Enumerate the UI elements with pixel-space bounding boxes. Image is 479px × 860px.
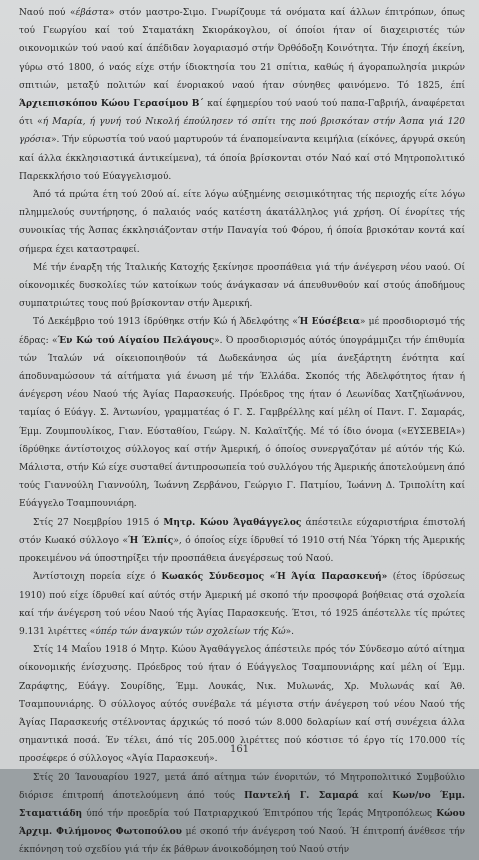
paragraph: [19, 4, 465, 186]
text-run: Άντίστοιχη πορεία είχε ό: [33, 572, 162, 583]
paragraph: [19, 313, 465, 513]
text-run: ».: [285, 626, 294, 637]
text-run: Στίς 14 Μαΐου 1918 ό Μητρ. Κώου Άγαθάγγελος άπέστειλε πρός τόν Σύνδεσμο αύτό αίτημα οίκονομικής ένίσχυσης. Πρόεδρος τού ήταν ό Εύάγγελος Τσαμπουνιάρης καί μέλη οί Έμμ. Ζαράφτης, Εύάγγ. Σουρίδης, Έμμ. Λουκάς, Νικ. Μυλωνάς, Χρ. Μυλωνάς καί Άθ. Τσαμπουνιάρης. Ό σύλλογος αύτός συνέβαλε τά μέγιστα στήν άνέγερση τού νέου Ναού τής Άγίας Παρασκευής στέλνοντας άρχικώς τό ποσό τών 8.000 δολαρίων καί στή συνέχεια άλλα σημαντικά ποσά. Έν τέλει, άπό τίς 205.000 λιρέττες πού κόστισε τό έργο τίς 170.000 τίς προσέφερε ό σύλλογος «Άγία Παρασκευή».: [19, 645, 465, 765]
text-run: Μέ τήν έναρξη τής Ίταλικής Κατοχής ξεκίνησε προσπάθεια γιά τήν άνέγερση νέου ναού. Οί οίκονομικές δυσκολίες τών κατοίκων τούς άνάγκασαν νά άπευθυνθούν καί στούς άποδήμους συμπατριώτες τους πού βρίσκονταν στήν Άμερική.: [19, 262, 465, 310]
bold-text: Μητρ. Κώου Άγαθάγγελος: [163, 517, 302, 528]
paragraph: [19, 514, 465, 569]
text-run: Άπό τά πρώτα έτη τού 20ού αί. είτε λόγω αύξημένης σεισμικότητας τής περιοχής είτε λόγω πλημμελούς συντήρησης, ό παλαιός ναός κατέστη άκατάλληλος γιά χρήση. Οί ένορίτες τής συνοικίας τής Άσπας έκκλησιάζονταν στήν Παναγία τού Φόρου, ή όποία βρισκόταν κοντά καί σήμερα έχει καταστραφεί.: [19, 190, 465, 255]
text-run: ». Ό προσδιορισμός αύτός ύπογράμμιζει τήν έπιθυμία τών Ίταλών νά οίκειοποιηθούν τά Δωδεκάνησα ώς μία άνεξάρτητη ένότητα καί άποδυναμώσουν τά αίτήματα γιά ένωση μέ τήν Έλλάδα. Σκοπός τής Άδελφότητος ήταν ή άνέγερση νέου Ναού τής Άγίας Παρασκευής. Πρόεδρος της ήταν ό Λεωνίδας Χατζηϊωάννου, ταμίας ό Εύάγγ. Σ. Άντωνίου, γραμματέας ό Γ. Σ. Γαμβρέλλης καί μέλη οί Παντ. Γ. Σαμαράς, Έμμ. Ζουμπουλίκος, Γιαν. Εύσταθίου, Γεώργ. Ν. Καλαϊτζής. Μέ τό ίδιο όνομα («ΕΥΣΕΒΕΙΑ») ίδρύθηκε άντίστοιχος σύλλογος καί στήν Άμερική, ό όποίος συνεργαζόταν μέ αύτόν τής Κώ. Μάλιστα, στήν Κώ είχε συσταθεί άντιπροσωπεία τού συλλόγου τής Άμερικής άποτελούμενη άπό τούς Γιαννούλη Γιαννούλη, Ίωάννη Ζερβάνου, Γεώργιο Γ. Πατμίου, Ίωάννη Δ. Τριπολίτη καί Εύάγγελο Τσαμπουνιάρη.: [19, 335, 465, 510]
italic-text: έβάστα: [75, 8, 109, 18]
text-run: άπέστειλε εύχαριστήρια έπιστολή στόν Κωακό σύλλογο «: [19, 517, 466, 546]
text-run: Στίς 27 Νοεμβρίου 1915 ό: [33, 517, 164, 528]
text-run: » μέ προσδιορισμό τής έδρας: «: [19, 317, 465, 346]
text-run: μέ σκοπό τήν άνέγερση τού Ναού. Ή έπιτροπή άνέθεσε τήν έκπόνηση τού σχεδίου γιά τήν έκ βάθρων άνοικοδόμηση τού Ναού στήν: [19, 827, 465, 856]
bold-text: Κωακός Σύνδεσμος «Ή Άγία Παρασκευή»: [161, 572, 388, 583]
italic-text: ύπέρ τών άναγκών τών σχολείων τής Κώ: [95, 626, 286, 637]
paragraph: [19, 568, 465, 641]
paragraph: [19, 769, 465, 860]
text-run: ύπό τήν προεδρία τού Πατριαρχικού Έπιτρόπου τής Ίεράς Μητροπόλεως: [82, 808, 437, 819]
text-run: » στόν μαστρο-Σιμο. Γνωρίζουμε τά ονόματα καί άλλων έπιτρόπων, όπως τού Γεωργίου καί τού Σταματάκη Σκιοράκογλου, οί όποίοι ήταν οί διαχειριστές τών οικονομικών τού ναού καί άπέδιδαν λογαριασμό στήν Όρθόδοξη Κοινότητα. Τήν έποχή έκείνη, γύρω στό 1800, ό ναός είχε στήν ίδιοκτησία του 21 σπίτια, καθώς ή άγοραπωλησία μικρών σπιτιών, μεταξύ πολιτών καί ένοριακού ναού ήταν σύνηθες φαινόμενο. Τό 1825, έπί: [19, 8, 465, 91]
bold-text: Παντελή Γ. Σαμαρά: [244, 790, 359, 801]
text-run: Ναού πού «: [19, 8, 76, 18]
text-run: ». Τήν εύρωστία τού ναού μαρτυρούν τά έναπομείναντα κειμήλια (είκόνες, άργυρά σκεύη καί άλλα έκκλησιαστικά άντικείμενα), τά όποία βρίσκονται στόν Ναό καί στό Μητροπολιτικό Παρεκκλήσιο τού Εύαγγελισμού.: [19, 135, 465, 182]
text-run: καί: [358, 790, 393, 801]
paragraph: [19, 186, 465, 259]
text-run: », ό όποίος είχε ίδρυθεί τό 1910 στή Νέα Ύόρκη τής Άμερικής προκειμένου νά ύποστηρίξει τήν προσπάθεια άνεγέρσεως τού Ναού.: [19, 535, 465, 565]
bold-text: Έν Κώ τού Αίγαίου Πελάγους: [57, 335, 215, 346]
text-run: Στίς 20 Ίανουαρίου 1927, μετά άπό αίτημα τών ένοριτών, τό Μητροπολιτικό Συμβούλιο διόρισε έπιτροπή άποτελούμενη άπό τούς: [19, 772, 465, 801]
text-run: (έτος ίδρύσεως 1910) πού είχε ίδρυθεί καί αύτός στήν Άμερική μέ σκοπό τήν προσφορά βοήθειας στά σχολεία καί τήν άνέγερση τού νέου Ναού τής Άγίας Παρασκευής. Έτσι, τό 1925 άπέστελλε τίς πρώτες 9.131 λιρέττες «: [19, 572, 466, 637]
text-run: Τό Δεκέμβριο τού 1913 ίδρύθηκε στήν Κώ ή Άδελφότης «: [33, 317, 298, 328]
bold-text: Ή Έλπίς: [128, 535, 174, 546]
text-run: καί έφημερίου τού ναού τού παπα-Γαβριήλ, άναφέρεται ότι «: [19, 99, 466, 128]
paragraph: [19, 259, 465, 314]
bold-text: Κώου Άρχιμ. Φιλήμονος Φωτοπούλου: [19, 808, 465, 838]
bold-text: Ή Εύσέβεια: [297, 317, 360, 328]
page-number: 161: [229, 744, 250, 755]
body-text: [19, 4, 465, 860]
bold-text: Κων/νο Έμμ. Σταματιάδη: [19, 790, 466, 819]
italic-text: ή Μαρία, ή γυνή τού Νικολή έπούλησεν τό σπίτι της πού βρισκόταν στήν Άσπα γιά 120 γρόσια: [19, 117, 465, 146]
bold-text: Άρχιεπισκόπου Κώου Γερασίμου Β΄: [19, 99, 204, 110]
